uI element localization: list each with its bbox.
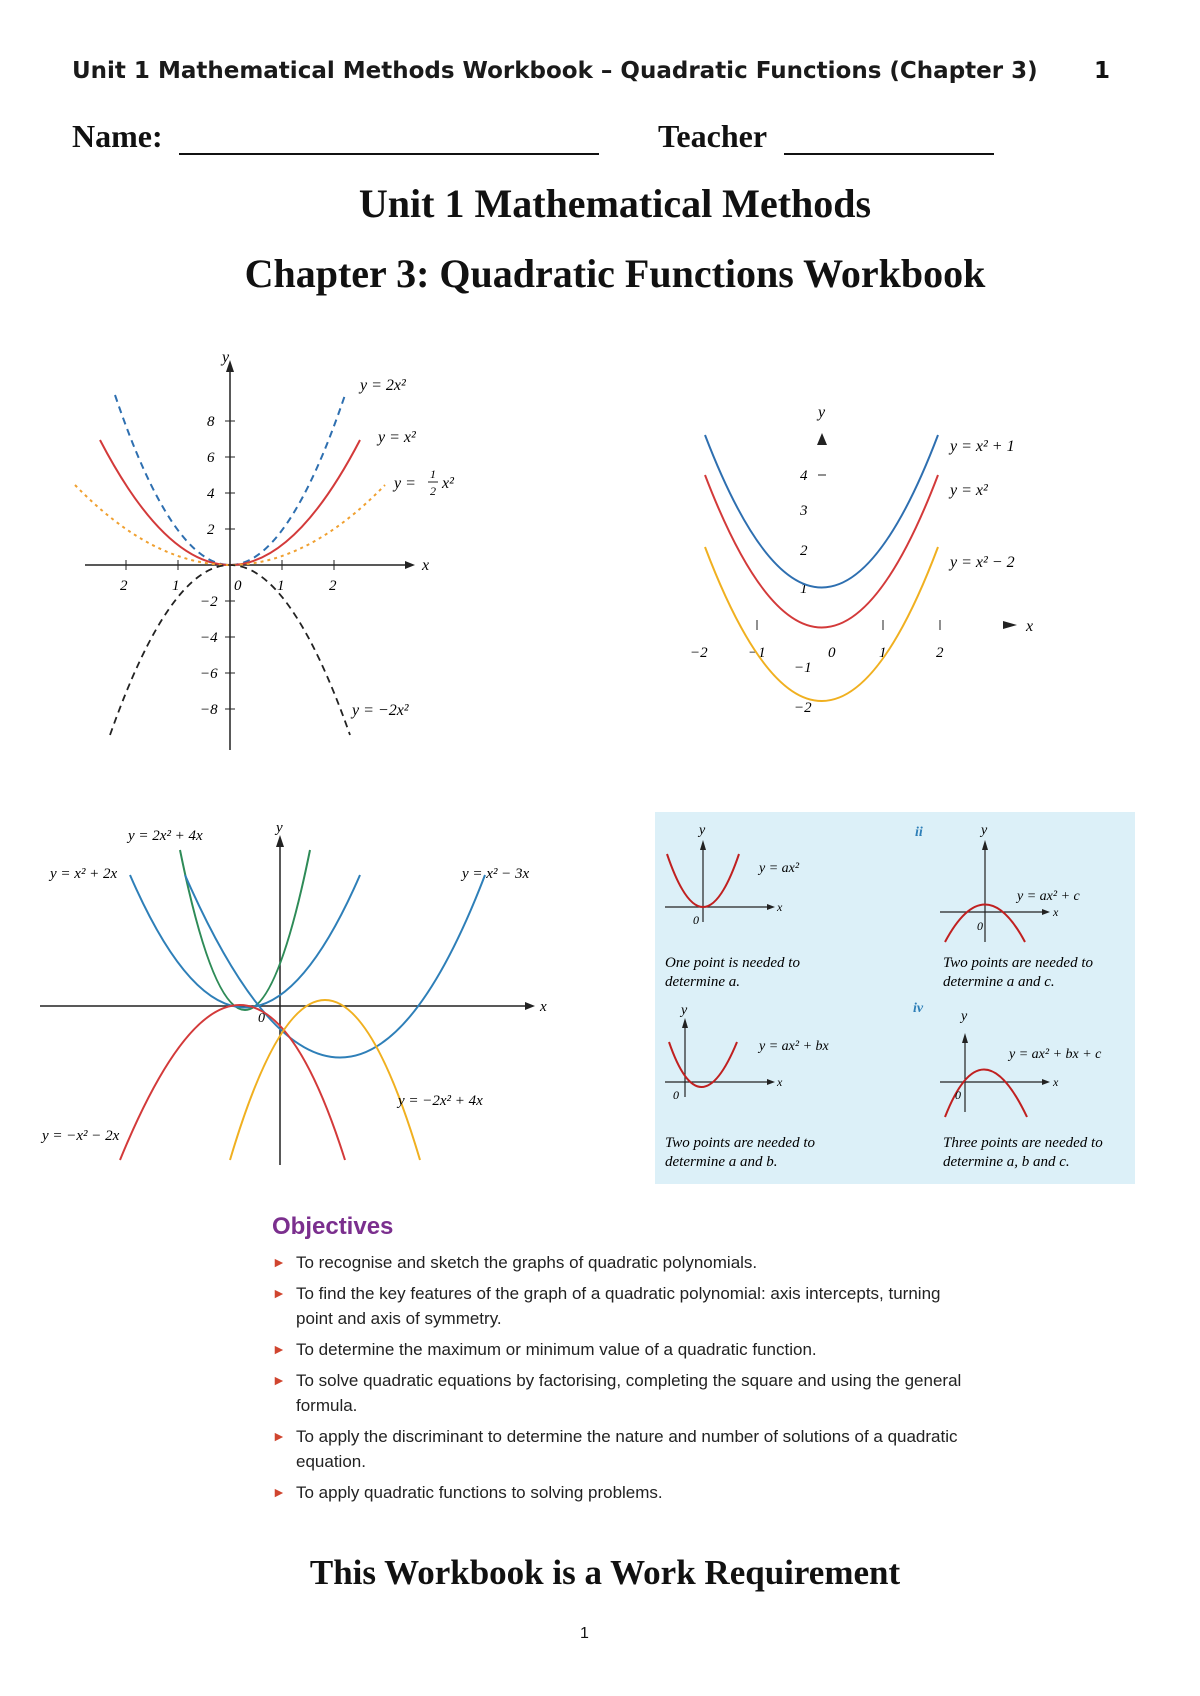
name-label: Name:: [72, 118, 163, 154]
curve-x2-plus-1: [705, 435, 938, 588]
objective-item: [272, 1424, 972, 1474]
panel-origin: 0: [693, 913, 699, 927]
label-half-num: 1: [430, 467, 436, 481]
panel-equation: y = ax²: [759, 861, 800, 876]
y-tick-label: 6: [207, 450, 215, 466]
graph-point-requirements: [655, 812, 1135, 1184]
curve-x2-minus-3x: [185, 875, 485, 1058]
panel-equation: y = ax² + bx + c: [1009, 1047, 1102, 1062]
objective-text: To find the key features of the graph of a quadratic polynomial: axis intercepts, turning point and axis of symmetry.: [296, 1284, 941, 1328]
panel-caption: determine a.: [665, 974, 740, 990]
curve-x2: [705, 475, 938, 628]
bullet-arrow-icon: ►: [272, 1484, 286, 1500]
y-tick-label: −2: [200, 594, 218, 610]
panel-origin: 0: [977, 919, 983, 933]
y-tick-label: 2: [207, 522, 215, 538]
panel-y-label: y: [681, 1003, 688, 1018]
bullet-arrow-icon: ►: [272, 1341, 286, 1357]
origin-label: 0: [258, 1011, 265, 1026]
graph-factored-parabolas: [30, 820, 550, 1165]
objective-text: To determine the maximum or minimum value of a quadratic function.: [296, 1340, 817, 1359]
x-axis-arrow: [1003, 621, 1017, 629]
y-axis-arrow: [817, 433, 827, 445]
objective-text: To recognise and sketch the graphs of quadratic polynomials.: [296, 1253, 758, 1272]
panel-y-label: y: [699, 823, 706, 838]
panel-caption: Two points are needed to: [665, 1135, 815, 1151]
objectives-heading: Objectives: [272, 1213, 394, 1240]
teacher-field: [658, 118, 994, 155]
label-half-prefix: y =: [394, 475, 416, 492]
objective-text: To apply quadratic functions to solving problems.: [296, 1483, 663, 1502]
x-axis-label: x: [1026, 618, 1034, 635]
y-tick-label: 4: [207, 486, 215, 502]
objectives-list: [272, 1250, 972, 1511]
bullet-arrow-icon: ►: [272, 1285, 286, 1301]
graph-scaled-parabolas: [60, 340, 500, 760]
x-tick-label: 1: [277, 578, 285, 594]
x-axis-label: x: [422, 557, 430, 574]
teacher-line[interactable]: [784, 153, 994, 155]
y-tick-label: −6: [200, 666, 218, 682]
label-neg-2x2-plus-4x: y = −2x² + 4x: [398, 1093, 483, 1109]
header-page-number: 1: [1093, 58, 1110, 84]
y-axis-label: y: [818, 404, 826, 421]
y-axis-label: y: [222, 349, 230, 366]
panel-equation: y = ax² + bx: [759, 1039, 829, 1054]
objective-item: [272, 1281, 972, 1331]
work-requirement-notice: This Workbook is a Work Requirement: [309, 1553, 901, 1592]
bullet-arrow-icon: ►: [272, 1428, 286, 1444]
label-2x2-plus-4x: y = 2x² + 4x: [128, 828, 203, 844]
label-x2-plus-1: y = x² + 1: [950, 438, 1015, 455]
x-tick-label: 1: [172, 578, 180, 594]
y-tick-label: −1: [794, 660, 812, 676]
name-line[interactable]: [179, 153, 599, 155]
panel-x-label: x: [777, 1075, 783, 1089]
panel-x-label: x: [1053, 1075, 1059, 1089]
y-axis-label: y: [276, 820, 283, 836]
x-tick-label: −1: [748, 645, 766, 661]
objective-text: To solve quadratic equations by factorising, completing the square and using the general formula.: [296, 1371, 962, 1415]
label-x2-plus-2x: y = x² + 2x: [50, 866, 118, 882]
y-tick-label: 8: [207, 414, 215, 430]
objective-text: To apply the discriminant to determine the nature and number of solutions of a quadratic equation.: [296, 1427, 958, 1471]
x-axis-arrow: [405, 561, 415, 569]
panel-caption: determine a, b and c.: [943, 1154, 1070, 1170]
y-tick-label: −8: [200, 702, 218, 718]
running-header: Unit 1 Mathematical Methods Workbook – Quadratic Functions (Chapter 3): [72, 58, 1038, 84]
bullet-arrow-icon: ►: [272, 1254, 286, 1270]
y-tick-label: 4: [800, 468, 808, 484]
label-neg-x2-minus-2x: y = −x² − 2x: [42, 1128, 120, 1144]
panel-background: [655, 812, 1135, 1184]
y-tick-label: −4: [200, 630, 218, 646]
panel-equation: y = ax² + c: [1017, 889, 1080, 904]
y-tick-label: 1: [800, 581, 808, 597]
sub-title: Chapter 3: Quadratic Functions Workbook: [244, 251, 986, 296]
panel-number: iv: [913, 1001, 924, 1016]
panel-x-label: x: [777, 900, 783, 914]
x-tick-label: 0: [234, 578, 242, 594]
x-tick-label: 2: [329, 578, 337, 594]
panel-origin: 0: [673, 1088, 679, 1102]
y-tick-label: 3: [800, 503, 808, 519]
label-half-x2: x²: [442, 475, 454, 492]
label-neg-2x2: y = −2x²: [352, 702, 409, 719]
curve-x2-minus-2: [705, 547, 938, 701]
graph-shifted-parabolas: [660, 395, 1060, 725]
panel-caption: determine a and c.: [943, 974, 1055, 990]
teacher-label: Teacher: [658, 118, 767, 154]
y-tick-label: 2: [800, 543, 808, 559]
panel-caption: determine a and b.: [665, 1154, 778, 1170]
panel-y-label: y: [961, 1009, 968, 1024]
label-x2: y = x²: [950, 482, 988, 499]
bullet-arrow-icon: ►: [272, 1372, 286, 1388]
x-axis-label: x: [540, 999, 547, 1015]
label-x2-minus-2: y = x² − 2: [950, 554, 1015, 571]
x-tick-label: 1: [879, 645, 887, 661]
panel-origin: 0: [955, 1088, 961, 1102]
x-tick-label: 2: [120, 578, 128, 594]
label-x2: y = x²: [378, 429, 416, 446]
objective-item: [272, 1368, 972, 1418]
objective-item: [272, 1337, 972, 1362]
x-tick-label: 0: [828, 645, 836, 661]
objective-item: [272, 1250, 972, 1275]
y-tick-label: −2: [794, 700, 812, 716]
label-x2-minus-3x: y = x² − 3x: [462, 866, 530, 882]
panel-caption: One point is needed to: [665, 955, 800, 971]
objective-item: [272, 1480, 972, 1505]
x-axis-arrow: [525, 1002, 535, 1010]
label-half-den: 2: [430, 484, 436, 498]
x-ticks: [690, 620, 944, 661]
panel-caption: Three points are needed to: [943, 1135, 1103, 1151]
footer-page-number: 1: [580, 1625, 589, 1642]
x-tick-label: 2: [936, 645, 944, 661]
curve-neg-x2-minus-2x: [120, 1005, 345, 1160]
y-axis-arrow: [276, 835, 284, 847]
y-ticks: [794, 468, 826, 716]
panel-y-label: y: [981, 823, 988, 838]
label-2x2: y = 2x²: [360, 377, 406, 394]
main-title: Unit 1 Mathematical Methods: [358, 181, 872, 226]
panel-number: ii: [915, 825, 923, 840]
panel-x-label: x: [1053, 905, 1059, 919]
x-tick-label: −2: [690, 645, 708, 661]
panel-caption: Two points are needed to: [943, 955, 1093, 971]
name-field: [72, 118, 599, 155]
